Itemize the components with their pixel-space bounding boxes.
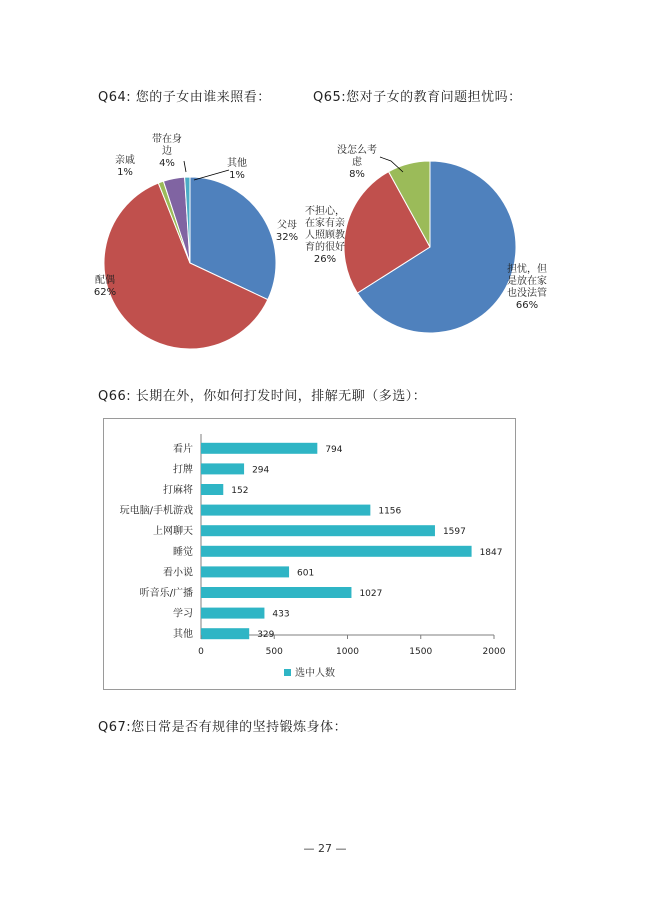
bar-value-label: 1847 [479,547,503,558]
bar-8 [201,587,351,598]
pie-slice-label: 育的很好 [305,242,345,253]
bar-value-label: 294 [252,465,270,476]
question-q65: Q65:您对子女的教育问题担忧吗： [313,90,522,105]
bar-1 [201,443,317,454]
bar-6 [201,546,472,557]
bar-5 [201,525,435,536]
bar-value-label: 601 [297,568,315,579]
bar-7 [201,566,289,577]
pie-slice-value-label: 66% [515,300,539,311]
pie-slice-label: 其他 [227,158,247,169]
bar-category-label: 学习 [173,608,193,620]
legend-swatch [284,669,291,676]
pie-slice-label: 父母 [277,220,297,231]
question-q64: Q64: 您的子女由谁来照看： [98,90,271,105]
bar-category-label: 看小说 [163,567,193,579]
pie-slice-label: 人照顾教 [305,230,345,241]
bar-category-label: 听音乐/广播 [139,588,193,599]
bar-category-label: 玩电脑/手机游戏 [119,505,193,517]
bar-category-label: 其他 [173,629,193,641]
bar-value-label: 329 [257,630,275,641]
pie-slice-label: 也没法管 [507,288,547,299]
question-q66: Q66: 长期在外，你如何打发时间，排解无聊（多选）： [98,389,427,404]
pie-slice-label: 是放在家 [507,276,547,287]
pie-slice-value-label: 32% [275,232,299,243]
bar-chart-pastime [104,419,515,689]
pie-slice-value-label: 1% [229,170,245,181]
x-tick-label: 1000 [336,647,359,657]
pie-slice-label: 带在身 [152,134,182,145]
pie-slice-label: 不担心， [305,206,345,217]
bar-2 [201,463,244,474]
x-tick-label: 2000 [482,647,506,657]
pie-chart-caretaker [80,125,310,365]
bar-value-label: 1156 [378,506,402,517]
pie-slice-value-label: 62% [93,287,117,298]
pie-slice-value-label: 4% [159,158,175,169]
question-q67: Q67:您日常是否有规律的坚持锻炼身体： [98,720,348,735]
bar-value-label: 794 [325,444,343,455]
bar-category-label: 打麻将 [163,485,193,496]
bar-value-label: 433 [272,609,290,620]
pie-slice-label: 虑 [352,157,362,168]
pie-slice-label: 担忧，但 [507,264,547,275]
pie-slice-label: 在家有亲 [305,218,345,229]
bar-category-label: 上网聊天 [153,526,193,538]
pie-chart-education-worry [300,130,560,360]
bar-value-label: 1597 [442,527,466,538]
bar-4 [201,505,370,516]
x-tick-label: 0 [198,647,204,657]
bar-chart-frame [103,418,516,690]
page-number: — 27 — [303,842,347,855]
x-tick-label: 500 [265,647,283,657]
pie-slice-value-label: 1% [117,167,133,178]
bar-value-label: 1027 [359,589,383,599]
leader-line [194,170,229,180]
bar-value-label: 152 [231,486,249,496]
pie-slice-label: 亲戚 [115,155,135,166]
pie-slice-label: 边 [162,146,172,157]
bar-3 [201,484,223,495]
bar-category-label: 看片 [173,443,193,455]
legend-label: 选中人数 [295,668,335,679]
x-tick-label: 1500 [409,647,433,657]
pie-slice-value-label: 8% [349,169,365,180]
bar-9 [201,608,264,619]
bar-10 [201,628,249,639]
leader-line [184,161,186,172]
pie-slice-label: 没怎么考 [337,145,377,156]
pie-slice-label: 配偶 [95,275,115,286]
pie-slice-value-label: 26% [313,254,337,265]
bar-category-label: 打牌 [173,464,193,476]
bar-category-label: 睡觉 [173,546,193,558]
